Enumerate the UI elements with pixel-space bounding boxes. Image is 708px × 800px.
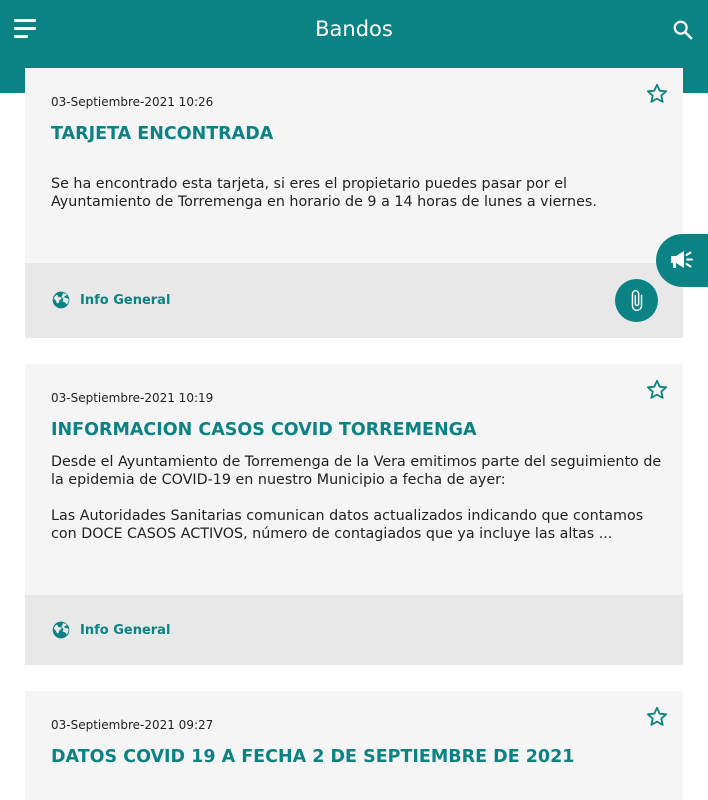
post-paragraph: Desde el Ayuntamiento de Torremenga de la Vera emitimos parte del seguimiento de la epidemia de COVID-19 en nuestro Municipio a fecha de ayer:: [51, 454, 662, 488]
attachment-button[interactable]: [615, 279, 658, 322]
post-body: [51, 453, 671, 543]
category-label: Info General: [80, 292, 171, 308]
post-paragraph: Se ha encontrado esta tarjeta, si eres el propietario puedes pasar por el Ayuntamiento de Torremenga en horario de 9 a 14 horas de lunes a viernes.: [51, 176, 597, 210]
megaphone-icon: [670, 249, 694, 271]
post-paragraph: Las Autoridades Sanitarias comunican datos actualizados indicando que contamos con DOCE CASOS ACTIVOS, número de contagiados que ya incluye las altas ...: [51, 508, 644, 542]
category-chip[interactable]: [51, 620, 170, 640]
post-footer: [25, 263, 683, 338]
paperclip-icon: [625, 289, 648, 312]
post-body: [51, 175, 671, 211]
post-card[interactable]: [25, 68, 683, 338]
category-label: Info General: [80, 622, 171, 638]
post-title[interactable]: INFORMACION CASOS COVID TORREMENGA: [51, 420, 477, 440]
star-outline-icon[interactable]: [645, 378, 669, 402]
star-outline-icon[interactable]: [645, 82, 669, 106]
post-title[interactable]: DATOS COVID 19 A FECHA 2 DE SEPTIEMBRE DE 2021: [51, 747, 575, 767]
announcements-button[interactable]: [656, 234, 708, 287]
category-chip[interactable]: [51, 290, 170, 310]
star-outline-icon[interactable]: [645, 705, 669, 729]
globe-icon: [51, 620, 71, 640]
post-date: 03-Septiembre-2021 10:26: [51, 95, 214, 109]
search-icon[interactable]: [672, 19, 694, 41]
globe-icon: [51, 290, 71, 310]
post-card[interactable]: [25, 691, 683, 800]
post-footer: [25, 595, 683, 665]
page-title: Bandos: [315, 17, 393, 41]
post-date: 03-Septiembre-2021 09:27: [51, 718, 214, 732]
post-date: 03-Septiembre-2021 10:19: [51, 391, 214, 405]
post-title[interactable]: TARJETA ENCONTRADA: [51, 124, 274, 144]
post-card[interactable]: [25, 364, 683, 665]
